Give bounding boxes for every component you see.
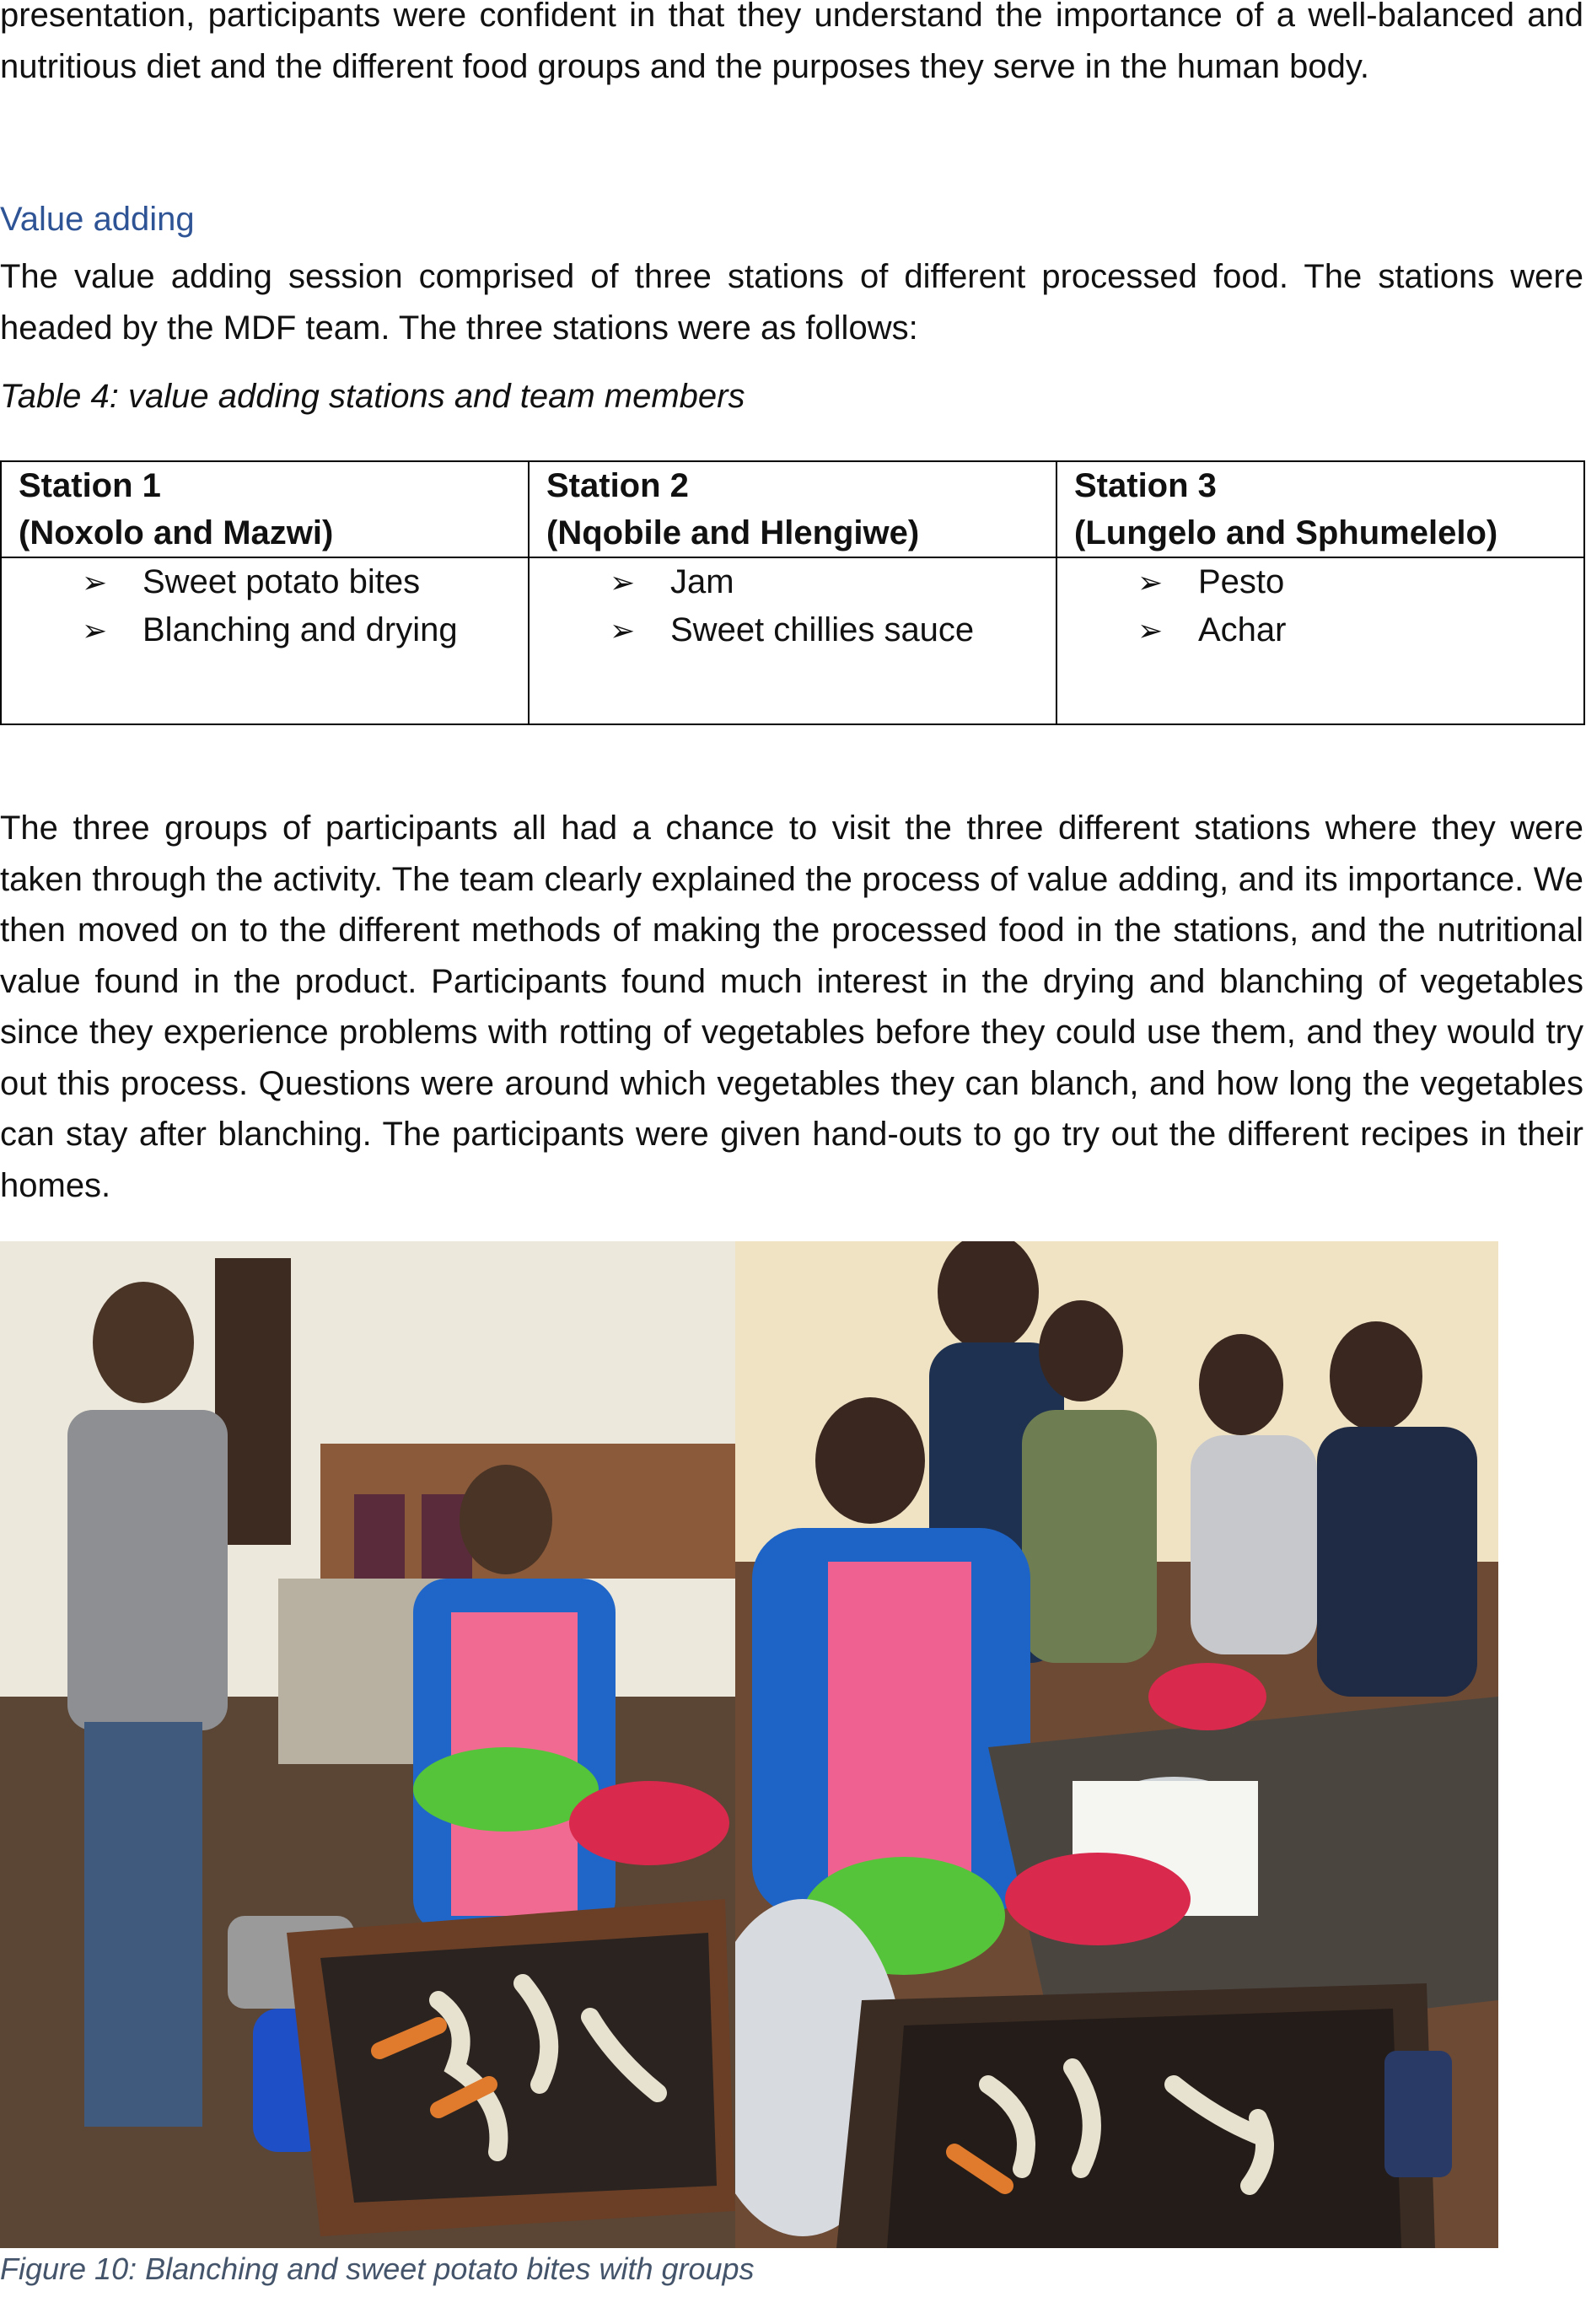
station-2-cell (529, 557, 1056, 724)
list-item (1137, 558, 1567, 606)
value-adding-paragraph: The value adding session comprised of three stations of different processed food. The stations were headed by the MDF team. The three stations were as follows: (0, 258, 1583, 347)
station-3-items (1074, 558, 1567, 654)
item-label: Achar (1198, 611, 1287, 648)
arrow-bullet-icon: ➢ (1137, 613, 1164, 648)
section-heading-value-adding: Value adding (0, 201, 195, 238)
figure-caption: Figure 10: Blanching and sweet potato bites with groups (0, 2251, 755, 2286)
station-3-header (1056, 461, 1584, 557)
list-item (1137, 606, 1567, 654)
station-3-members: (Lungelo and Sphumelelo) (1074, 514, 1498, 551)
arrow-bullet-icon: ➢ (610, 565, 636, 600)
intro-paragraph: presentation, participants were confident in that they understand the importance of a well-balanced and nutritious diet and the different food groups and the purposes they serve in the human body. (0, 0, 1583, 85)
photo-right-sweet-potato-bites (735, 1241, 1498, 2248)
station-3-cell (1056, 557, 1584, 724)
item-label: Sweet chillies sauce (670, 611, 975, 648)
station-3-title: Station 3 (1074, 467, 1217, 504)
stations-table (0, 460, 1585, 725)
list-item (82, 606, 511, 654)
list-item (610, 606, 1039, 654)
station-1-header (1, 461, 529, 557)
station-1-members: (Noxolo and Mazwi) (19, 514, 334, 551)
photo-left-blanching (0, 1241, 735, 2248)
table-header-row (1, 461, 1584, 557)
station-2-title: Station 2 (546, 467, 689, 504)
arrow-bullet-icon: ➢ (82, 565, 108, 600)
station-2-items (546, 558, 1039, 654)
station-1-cell (1, 557, 529, 724)
item-label: Sweet potato bites (142, 563, 421, 600)
station-2-header (529, 461, 1056, 557)
item-label: Pesto (1198, 563, 1285, 600)
item-label: Blanching and drying (142, 611, 458, 648)
station-1-title: Station 1 (19, 467, 161, 504)
photo-left-illustration (0, 1241, 735, 2248)
photo-right-illustration (735, 1241, 1498, 2248)
list-item (610, 558, 1039, 606)
table-caption: Table 4: value adding stations and team members (0, 378, 745, 415)
station-2-members: (Nqobile and Hlengiwe) (546, 514, 920, 551)
station-1-items (19, 558, 511, 654)
list-item (82, 558, 511, 606)
table-row (1, 557, 1584, 724)
arrow-bullet-icon: ➢ (82, 613, 108, 648)
body-paragraph: The three groups of participants all had a chance to visit the three different stations where they were taken through the activity. The team clearly explained the process of value adding, and its importance. We then moved on to the different methods of making the processed food in the stations, and the nutritional value found in the product. Participants found much interest in the drying and blanching of vegetables since they experience problems with rotting of vegetables before they could use them, and they would try out this process. Questions were around which vegetables they can blanch, and how long the vegetables can stay after blanching. The participants were given hand-outs to go try out the different recipes in their homes. (0, 810, 1583, 1204)
arrow-bullet-icon: ➢ (1137, 565, 1164, 600)
item-label: Jam (670, 563, 734, 600)
arrow-bullet-icon: ➢ (610, 613, 636, 648)
